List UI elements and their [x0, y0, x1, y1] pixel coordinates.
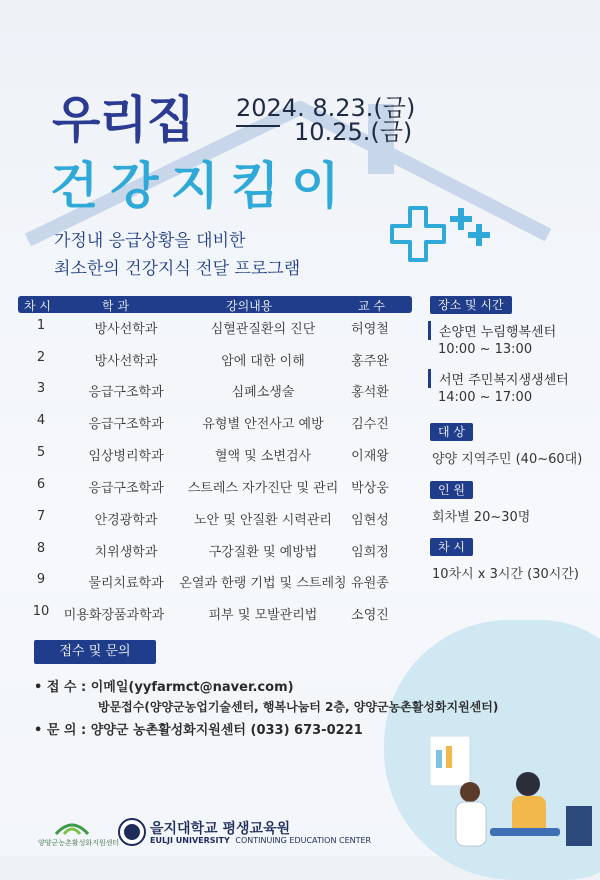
bullet-icon: • [34, 680, 47, 695]
university-name-en [150, 836, 371, 845]
table-row [18, 381, 412, 411]
university-en1: EULJI UNIVERSITY [150, 836, 230, 845]
col-header-dept: 학 과 [102, 299, 129, 313]
row-no: 2 [36, 350, 46, 365]
row-subject: 심혈관질환의 진단 [210, 322, 316, 337]
inquiry-value: 양양군 농촌활성화지원센터 (033) 673-0221 [90, 723, 363, 738]
date-dash [236, 125, 280, 127]
table-row [18, 572, 412, 602]
place2-time: 14:00 ~ 17:00 [438, 390, 533, 405]
contact-tag: 접수 및 문의 [34, 640, 156, 664]
university-name-kr: 을지대학교 평생교육원 [150, 821, 291, 837]
place1-name: 손양면 누림행복센터 [428, 321, 556, 340]
place1-time: 10:00 ~ 13:00 [438, 342, 533, 357]
row-dept: 안경광학과 [94, 513, 158, 528]
row-dept: 미용화장품과학과 [63, 608, 165, 623]
org1-name: 양양군농촌활성화지원센터 [38, 839, 120, 847]
subtitle-line2: 최소한의 건강지식 전달 프로그램 [54, 259, 301, 279]
row-prof: 이재왕 [351, 449, 389, 464]
row-dept: 임상병리학과 [88, 449, 164, 464]
row-dept: 방사선학과 [94, 354, 158, 369]
row-subject: 온열과 한랭 기법 및 스트레칭 [179, 576, 347, 591]
row-dept: 응급구조학과 [88, 385, 164, 400]
org1-logo [52, 818, 92, 840]
row-no: 7 [36, 509, 46, 524]
sessions-value: 10차시 x 3시간 (30시간) [432, 567, 579, 582]
row-dept: 치위생학과 [94, 545, 158, 560]
table-row [18, 541, 412, 571]
row-no: 8 [36, 541, 46, 556]
col-header-subject: 강의내용 [226, 299, 273, 313]
row-prof: 홍주완 [351, 354, 389, 369]
table-row [18, 318, 412, 348]
row-no: 4 [36, 413, 46, 428]
table-row [18, 477, 412, 507]
row-dept: 방사선학과 [94, 322, 158, 337]
leaf-logo-icon [52, 818, 92, 836]
target-tag: 대 상 [430, 423, 473, 441]
row-subject: 암에 대한 이해 [221, 354, 305, 369]
apply-visit: 방문접수(양양군농업기술센터, 행복나눔터 2층, 양양군농촌활성화지원센터) [98, 700, 499, 714]
table-row [18, 350, 412, 380]
row-prof: 허영철 [351, 322, 389, 337]
place2-name: 서면 주민복지생생센터 [428, 369, 569, 388]
row-dept: 응급구조학과 [88, 481, 164, 496]
apply-label: 접 수 : [46, 680, 91, 695]
row-prof: 임현성 [351, 513, 389, 528]
university-en2: CONTINUING EDUCATION CENTER [235, 836, 372, 845]
row-prof: 홍석환 [351, 385, 389, 400]
row-dept: 응급구조학과 [88, 417, 164, 432]
date-start: 2024. 8.23.(금) [236, 94, 416, 122]
row-prof: 유원종 [351, 576, 389, 591]
date-end: 10.25.(금) [294, 118, 413, 146]
row-no: 1 [36, 318, 46, 333]
table-header [18, 296, 412, 313]
row-no: 9 [36, 572, 46, 587]
table-row [18, 604, 412, 634]
subtitle-line1: 가정내 응급상황을 대비한 [54, 231, 246, 251]
row-prof: 박상웅 [351, 481, 389, 496]
row-subject: 혈액 및 소변검사 [214, 449, 312, 464]
title-line2: 건강지킴이 [50, 157, 352, 215]
target-value: 양양 지역주민 (40~60대) [432, 452, 583, 467]
col-header-no: 차 시 [24, 299, 51, 313]
row-dept: 물리치료학과 [88, 576, 164, 591]
row-subject: 구강질환 및 예방법 [208, 545, 318, 560]
table-row [18, 413, 412, 443]
title-line1: 우리집 [52, 91, 194, 149]
row-subject: 노안 및 안질환 시력관리 [194, 513, 332, 528]
apply-email: 이메일(yyfarmct@naver.com) [90, 680, 294, 695]
university-emblem-icon [118, 818, 146, 846]
inquiry-label: 문 의 : [46, 723, 91, 738]
bullet-icon: • [34, 723, 47, 738]
doctor-patient-illustration [430, 736, 600, 856]
inquiry-line [34, 719, 363, 738]
row-subject: 피부 및 모발관리법 [208, 608, 318, 623]
row-no: 5 [36, 445, 46, 460]
row-prof: 소영진 [351, 608, 389, 623]
row-subject: 스트레스 자가진단 및 관리 [187, 481, 339, 496]
medical-cross-icon [384, 200, 494, 290]
table-row [18, 445, 412, 475]
capacity-value: 회차별 20~30명 [432, 510, 531, 525]
table-row [18, 509, 412, 539]
place-time-tag: 장소 및 시간 [430, 296, 512, 314]
col-header-prof: 교 수 [358, 299, 385, 313]
row-no: 3 [36, 381, 46, 396]
row-prof: 임희정 [351, 545, 389, 560]
sessions-tag: 차 시 [430, 538, 473, 556]
row-prof: 김수진 [351, 417, 389, 432]
row-no: 6 [36, 477, 46, 492]
row-subject: 심폐소생술 [231, 385, 295, 400]
apply-line [34, 676, 294, 695]
row-subject: 유형별 안전사고 예방 [202, 417, 324, 432]
row-no: 10 [32, 604, 50, 619]
capacity-tag: 인 원 [430, 481, 473, 499]
